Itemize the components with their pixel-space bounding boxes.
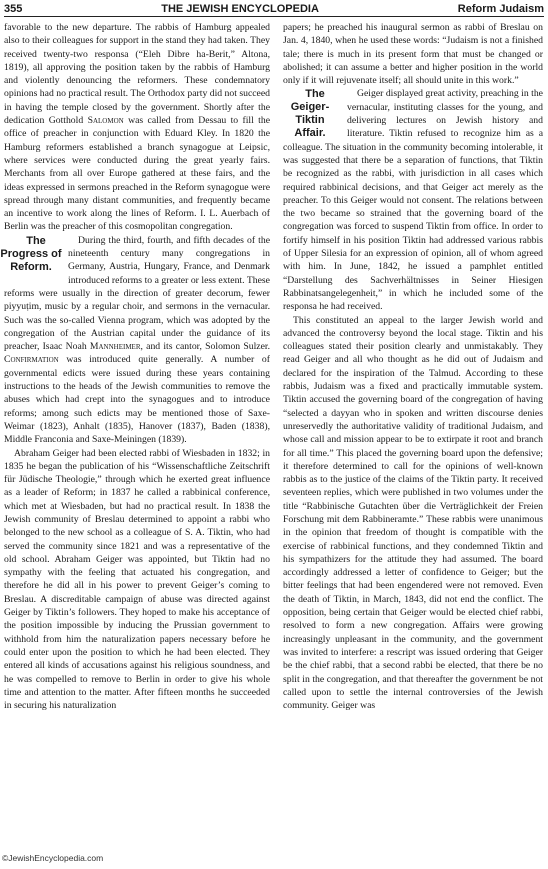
person-name: Salomon <box>87 115 124 127</box>
paragraph: favorable to the new departure. The rabbis of Hamburg appealed also to their colleagues for support in the stand they had taken. They received twenty-two responsa (“Eleh Dibre ha-Berit,” Altona, 1819), all approving the position taken by the rabbis of Hamburg and violently denouncing the reformers. These condemnatory opinions had no practical result. The Orthodox party did not succeed in having the temple closed by the government. Shortly after the dedication Gotthold Salomon was called from Dessau to fill the office of preacher in conjunction with Eduard Kley. In 1820 the Hamburg reformers established a branch synagogue at Leipsic, where services were conducted during the great yearly fairs. Merchants from all over Europe gathered at these fairs, and the ideas expressed in sermons preached in the Reform synagogue were spread through many distant communities, and frequently became an incentive to work along the lines of Reform. I. L. Auerbach of Berlin was the preacher of this cosmopolitan congregation. <box>4 22 271 233</box>
person-name: Mannheimer <box>89 341 141 353</box>
paragraph: This constituted an appeal to the larger Jewish world and advanced the controversy beyond the local stage. Tiktin and his colleagues stated their position clearly and unmistakably. They read Geiger and all who thought as he did out of Judaism and declared for the inspiration of the Talmud. According to these rabbis, Judaism was a fixed and practically immutable system. Tiktin accused the governing board of the congregation of having “selected a dayyan who in spoken and written discourse denies unreservedly the authoritative validity of traditional Judaism, and whose call and mission appear to be to extirpate it root and branch for all time.” This placed the governing board upon the defensive; it therefore determined to call for the opinions of well-known rabbis as to the justice of the claims of the Tiktin party. It received seventeen replies, which were published in two volumes under the title “Rabbinische Gutachten über die Verträglichkeit der Freien Forschung mit dem Rabbineramte.” These rabbis were unanimous in the opinion that freedom of thought is compatible with the exercise of rabbinical functions, and they condemned Tiktin and his sympathizers for the attitude they had assumed. The board accordingly addressed a letter of confidence to Geiger; but the bitter feelings that had been engendered were not removed. Even the death of Tiktin, in March, 1843, did not end the conflict. The opposition, being certain that Geiger would be elected chief rabbi, resolved to form a new congregation. Affairs were growing increasingly unpleasant in the community, and the government was invited to interfere: a rescript was issued ordering that Geiger be the chief rabbi, that a second rabbi be elected, that there be no split in the congregation, and that thereafter the government be not called upon to settle the internal controversies of the Jewish community. Geiger was <box>283 314 543 712</box>
side-heading: The Geiger-Tiktin Affair. <box>290 88 330 140</box>
side-heading: The Progress of Reform. <box>0 234 62 273</box>
topic-link: Confirmation <box>4 354 59 366</box>
copyright-footer: ©JewishEncyclopedia.com <box>2 853 104 863</box>
right-column <box>283 21 543 712</box>
left-column <box>0 21 271 712</box>
paragraph: The Geiger-Tiktin Affair. Geiger displayed great activity, preaching in the vernacular, instituting classes for the young, and delivering lectures on Jewish history and literature. Tiktin refused to recognize him as a colleague. The situation in the community becoming intolerable, it was suggested that there be a separation of functions, that Tiktin be recognized as the rabbi, with jurisdiction in all cases which required rabbinical decisions, and that Geiger act merely as the preacher. To this Geiger would not consent. The relations between the two became so strained that the governing board of the congregation was forced to suspend Tiktin from office. In order to fortify himself in his position Tiktin had addressed various rabbis of Upper Silesia for an expression of opinion, all of whom agreed with him. In June, 1842, he issued a pamphlet entitled “Darstellung des Sachverhältnisses in Seiner Hiesigen Rabbinatsangelegenheit,” in which he included some of the responsa he had received. <box>283 87 543 313</box>
paragraph: Abraham Geiger had been elected rabbi of Wiesbaden in 1832; in 1835 he began the publication of his “Wissenschaftliche Zeitschrift für Jüdische Theologie,” through which he exerted great influence as a leader of Reform; in 1837 he called a rabbinical conference, which met at Wiesbaden, but had no practical result. In 1838 the Jewish community of Breslau determined to appoint a rabbi who belonged to the new school as a colleague of S. A. Tiktin, who had served the community since 1821 and was a representative of the old school. Abraham Geiger was appointed, but Tiktin had no sympathy with the feeling that actuated his congregation, and therefore he did all in his power to prevent Geiger’s coming to Breslau. A discreditable campaign of abuse was directed against Geiger by Tiktin’s followers. They hoped to make his acceptance of the position impossible by inducing the Prussian government to withhold from him the naturalization papers necessary before he could enter upon the position to which he had been elected. They entered all kinds of accusations against his religious soundness, and he was compelled to remove to Berlin in order to give his whole time and attention to the matter. After fifteen months he succeeded in securing his naturalization <box>4 447 270 712</box>
page-number: 355 <box>4 2 23 15</box>
paragraph: papers; he preached his inaugural sermon as rabbi of Breslau on Jan. 4, 1840, when he used these words: “Judaism is not a finished tale; there is much in its present form that must be changed or abolished; it can assume a better and higher position in the world only if it will rejuvenate itself; all should unite in this work.” <box>283 22 543 87</box>
article-title: Reform Judaism <box>457 2 544 15</box>
paragraph: The Progress of Reform. During the third, fourth, and fifth decades of the nineteenth century many congregations in Germany, Austria, Hungary, France, and Denmark introduced reforms to a greater or less extent. These reforms were usually in the direction of greater decorum, fewer piyyuṭim, music by a regular choir, and sermons in the vernacular. Such was the so-called Vienna program, which was adopted by the congregation of the Austrian capital under the guidance of its preacher, Isaac Noah Mannheimer, and its cantor, Solomon Sulzer. Confirmation was introduced quite generally. A number of governmental edicts were issued during these years containing instructions to the heads of the Jewish communities to remove the abuses which had crept into the synagogues and to introduce reforms; among such edicts may be mentioned those of Saxe-Weimar (1823), Anhalt (1835), Hanover (1837), Baden (1838), Middle Franconia and Saxe-Meiningen (1839). <box>0 234 270 446</box>
journal-title: THE JEWISH ENCYCLOPEDIA <box>161 2 319 15</box>
page-header <box>4 1 544 17</box>
